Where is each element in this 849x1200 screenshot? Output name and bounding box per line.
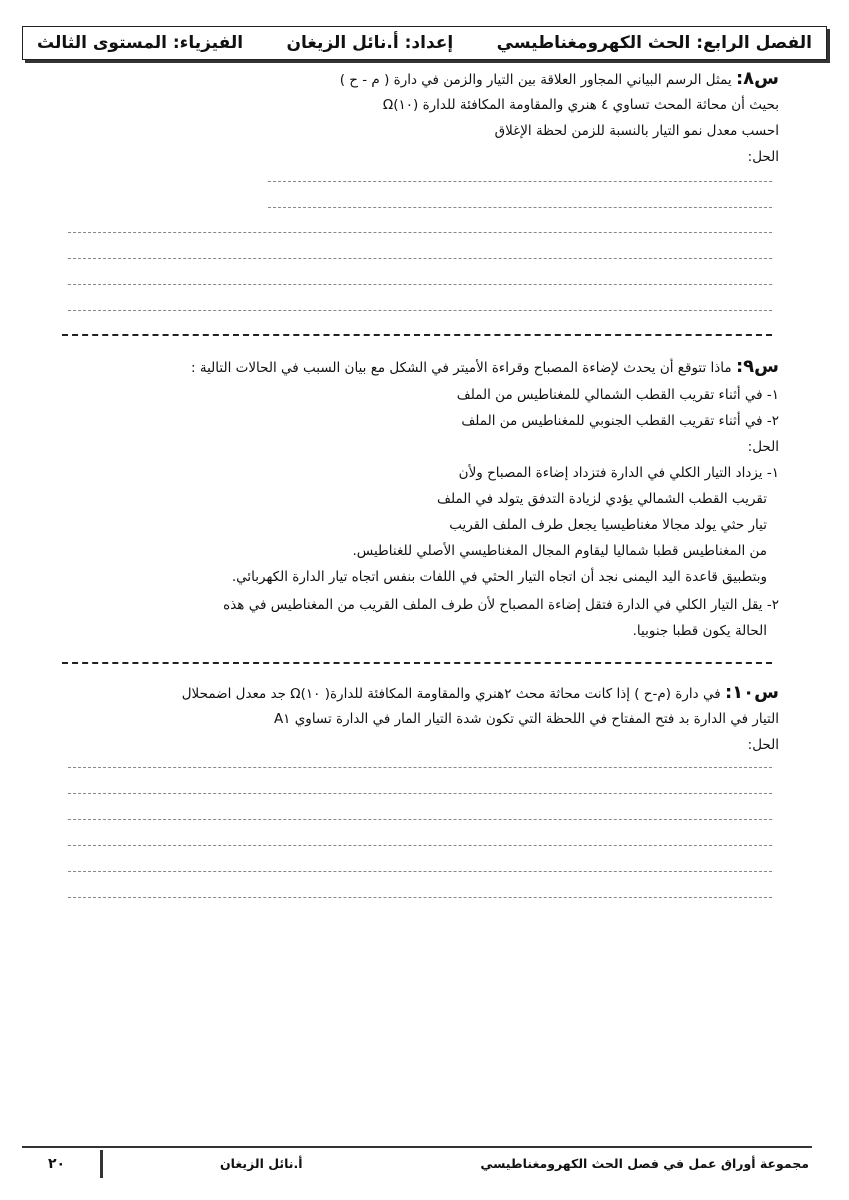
q8-line2: بحيث أن محاثة المحث تساوي ٤ هنري والمقاومة المكافئة للدارة (١٠)Ω [382, 97, 779, 113]
answer-line[interactable] [68, 284, 772, 285]
answer-line[interactable] [68, 845, 772, 846]
answer-line[interactable] [68, 258, 772, 259]
q8-number: س٨: [735, 68, 779, 89]
q8-text1: يمثل الرسم البياني المجاور العلاقة بين التيار والزمن في دارة ( م - ح ) [339, 72, 732, 88]
section-divider [62, 662, 772, 664]
q10-number: س١٠: [724, 682, 779, 703]
answer-line[interactable] [268, 207, 772, 208]
answer-line[interactable] [68, 767, 772, 768]
q9-solution-7: الحالة يكون قطبا جنوبيا. [632, 623, 767, 639]
q10-text1: في دارة (م-ح ) إذا كانت محاثة محث ٢هنري والمقاومة المكافئة للدارة( ١٠)Ω جد معدل اضمحلال [181, 686, 721, 702]
q9-solution-5: وبتطبيق قاعدة اليد اليمنى نجد أن اتجاه التيار الحثي في اللفات بنفس اتجاه تيار الدارة الكهربائي. [231, 569, 767, 585]
subject-level: الفيزياء: المستوى الثالث [37, 33, 244, 53]
answer-line[interactable] [68, 310, 772, 311]
answer-line[interactable] [268, 181, 772, 182]
answer-line[interactable] [68, 871, 772, 872]
q10-answer-label: الحل: [747, 737, 779, 753]
q10-line1 [182, 680, 779, 707]
q9-solution-6: ٢- يقل التيار الكلي في الدارة فتقل إضاءة المصباح لأن طرف الملف القريب من المغناطيس في هذه [223, 597, 779, 613]
q9-line1 [191, 354, 779, 381]
page-header [22, 26, 827, 60]
q9-item2: ٢- في أثناء تقريب القطب الجنوبي للمغناطيس من الملف [461, 413, 779, 429]
q9-solution-4: من المغناطيس قطبا شماليا ليقاوم المجال المغناطيسي الأصلي للغناطيس. [352, 543, 767, 559]
answer-line[interactable] [68, 897, 772, 898]
q9-solution-1: ١- يزداد التيار الكلي في الدارة فتزداد إضاءة المصباح ولأن [458, 465, 779, 481]
q8-line3: احسب معدل نمو التيار بالنسبة للزمن لحظة الإغلاق [494, 123, 779, 139]
footer-author: أ.نائل الزيغان [220, 1156, 303, 1171]
q9-number: س٩: [735, 356, 779, 377]
answer-line[interactable] [68, 793, 772, 794]
q8-answer-label: الحل: [747, 149, 779, 165]
q9-text1: ماذا تتوقع أن يحدث لإضاءة المصباح وقراءة الأميتر في الشكل مع بيان السبب في الحالات التالية : [191, 360, 732, 376]
answer-line[interactable] [68, 232, 772, 233]
footer-separator [100, 1150, 103, 1178]
chapter-title: الفصل الرابع: الحث الكهرومغناطيسي [496, 33, 812, 53]
author-credit: إعداد: أ.نائل الزيغان [286, 33, 454, 53]
q10-line2: التيار في الدارة بد فتح المفتاح في اللحظة التي تكون شدة التيار المار في الدارة تساوي A١ [273, 711, 779, 727]
q9-item1: ١- في أثناء تقريب القطب الشمالي للمغناطيس من الملف [456, 387, 779, 403]
q8-line1 [340, 66, 779, 93]
section-divider [62, 334, 772, 336]
q9-solution-3: تيار حثي يولد مجالا مغناطيسيا يجعل طرف الملف القريب [449, 517, 767, 533]
answer-line[interactable] [68, 819, 772, 820]
q9-answer-label: الحل: [747, 439, 779, 455]
page-number: ٢٠ [48, 1156, 66, 1172]
footer-rule [22, 1146, 812, 1148]
q9-solution-2: تقريب القطب الشمالي يؤدي لزيادة التدفق يتولد في الملف [437, 491, 767, 507]
footer-title: مجموعة أوراق عمل في فصل الحث الكهرومغناطيسي [480, 1156, 809, 1171]
